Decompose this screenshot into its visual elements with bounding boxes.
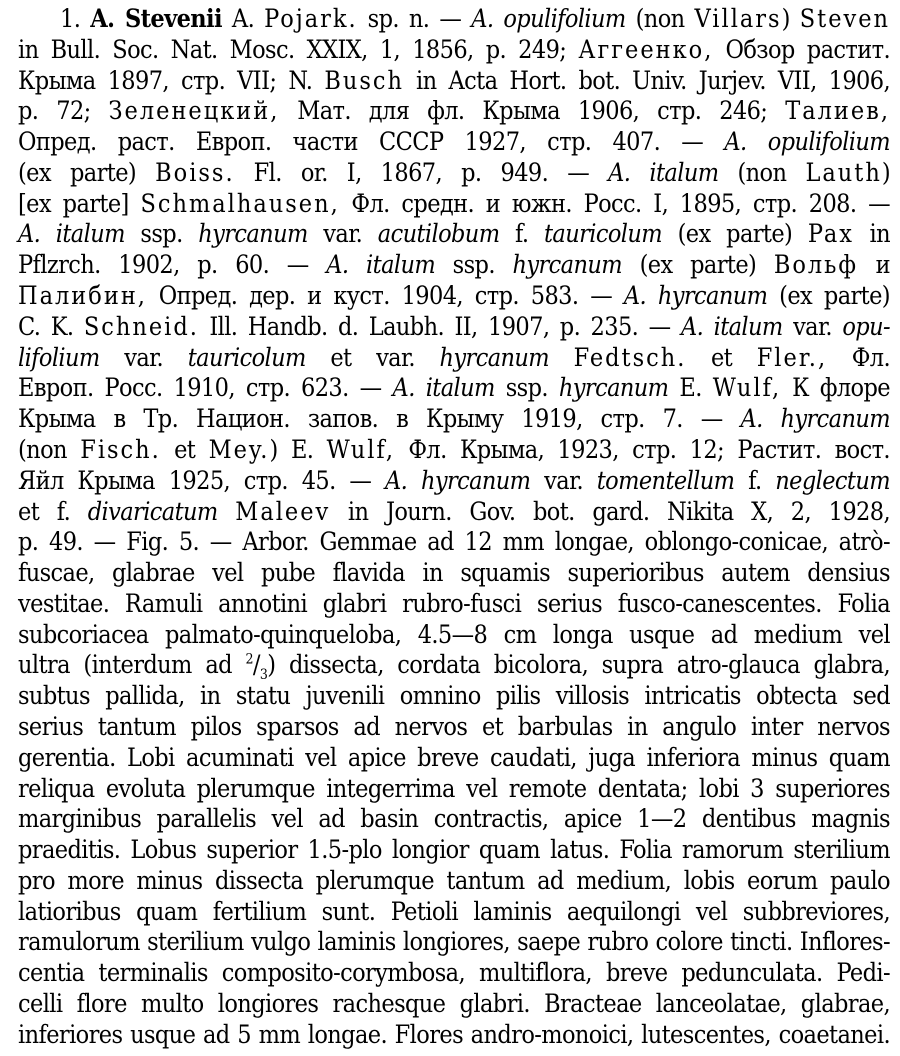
text-segment: reliqua evoluta plerumque integerrima vel remote dentata; lobi 3 superiores bbox=[18, 773, 890, 803]
text-segment: 1. bbox=[60, 4, 91, 33]
taxon-name: hyrcanum bbox=[198, 219, 308, 249]
text-segment: ) E. bbox=[269, 434, 327, 464]
author-name: Busch bbox=[324, 65, 405, 95]
author-name: Boiss. bbox=[155, 157, 235, 187]
taxon-name: divaricatum bbox=[87, 496, 218, 526]
text-line bbox=[18, 250, 890, 281]
text-segment: sp. n. — bbox=[357, 4, 472, 33]
text-segment: et var. bbox=[305, 342, 440, 372]
text-line bbox=[18, 312, 890, 343]
text-segment: in Journ. Gov. bot. gard. Nikita X, 2, 1928, bbox=[330, 496, 890, 526]
taxon-name: hyrcanum bbox=[558, 373, 669, 403]
text-segment: A. bbox=[221, 4, 265, 33]
text-line bbox=[18, 497, 890, 528]
text-segment: f. bbox=[499, 219, 544, 249]
text-line bbox=[18, 712, 890, 743]
text-line bbox=[18, 343, 890, 374]
text-segment: (non bbox=[625, 4, 695, 33]
taxon-name: hyrcanum bbox=[512, 250, 622, 280]
text-line bbox=[18, 219, 890, 250]
text-line bbox=[18, 558, 890, 589]
text-line bbox=[18, 66, 890, 97]
text-segment: ssp. bbox=[435, 250, 513, 280]
taxon-name: tomentellum bbox=[596, 465, 735, 495]
text-line bbox=[18, 1020, 890, 1051]
taxon-name: opu- bbox=[842, 311, 890, 341]
author-name: Талиев, bbox=[785, 96, 890, 126]
text-segment: (non bbox=[718, 157, 806, 187]
text-segment: E. bbox=[668, 373, 713, 403]
text-segment: 2 bbox=[245, 652, 253, 669]
text-segment: К флоре bbox=[781, 373, 890, 403]
text-segment: serius tantum pilos sparsos ad nervos et barbulas in angulo inter nervos bbox=[18, 711, 890, 741]
author-name: Вольф bbox=[773, 250, 859, 280]
text-segment: subcoriacea palmato-quinqueloba, 4.5—8 cm longa usque ad medium vel bbox=[18, 619, 890, 649]
text-segment: Европ. Росс. 1910, стр. 623. — bbox=[18, 373, 393, 403]
text-segment: (ex parte) bbox=[767, 281, 890, 311]
text-segment: latioribus quam fertilium sunt. Petioli laminis aequilongi vel subbreviores, bbox=[18, 896, 890, 926]
taxon-name: A. hyrcanum bbox=[385, 465, 531, 495]
text-segment: (ex parte) bbox=[621, 250, 774, 280]
text-segment: Обзор растит. bbox=[713, 34, 890, 64]
author-name: Палибин, bbox=[18, 281, 147, 311]
taxon-name: A. italum bbox=[392, 373, 495, 403]
text-segment: in Acta Hort. bot. Univ. Jurjev. VII, 1906, bbox=[404, 65, 890, 95]
author-name: Steven bbox=[799, 4, 890, 33]
text-segment: p. 49. — Fig. 5. — Arbor. Gemmae ad 12 mm longae, oblongo-conicae, atrò- bbox=[18, 527, 890, 557]
text-line bbox=[18, 404, 890, 435]
text-line bbox=[18, 958, 890, 989]
text-segment: Pflzrch. 1902, p. 60. — bbox=[18, 250, 327, 280]
text-line bbox=[18, 373, 890, 404]
text-line bbox=[18, 835, 890, 866]
text-segment: p. 72; bbox=[18, 96, 109, 126]
author-name: Villars bbox=[694, 4, 782, 33]
author-name: Schneid. bbox=[83, 311, 199, 341]
taxon-name: A. opulifolium bbox=[724, 127, 890, 157]
text-segment: Фл. bbox=[827, 342, 890, 372]
taxon-name: A. hyrcanum bbox=[623, 281, 768, 311]
taxon-name: A. italum bbox=[326, 250, 436, 280]
text-segment: Ill. Handb. d. Laubh. II, 1907, p. 235. — bbox=[198, 311, 681, 341]
author-name: Зеленецкий, bbox=[108, 96, 280, 126]
text-segment: pro more minus dissecta plerumque tantum ad medium, lobis eorum paulo bbox=[18, 865, 890, 895]
species-name: A. Stevenii bbox=[90, 4, 222, 33]
text-segment: et f. bbox=[18, 496, 88, 526]
text-segment: gerentia. Lobi acuminati vel apice breve caudati, juga inferiora minus quam bbox=[18, 742, 890, 772]
text-segment: Мат. для фл. Крыма 1906, стр. 246; bbox=[279, 96, 786, 126]
author-name: Fler., bbox=[756, 342, 828, 372]
text-line bbox=[18, 4, 890, 35]
author-name: Wulf, bbox=[712, 373, 782, 403]
text-segment: [ex parte] bbox=[18, 188, 141, 218]
text-segment: Fl. or. I, 1867, p. 949. — bbox=[234, 157, 609, 187]
text-segment: ssp. bbox=[124, 219, 199, 249]
author-name: Fisch. bbox=[80, 434, 161, 464]
author-name: Wulf, bbox=[326, 434, 396, 464]
text-line bbox=[18, 189, 890, 220]
text-segment: ramulorum sterilium vulgo laminis longiores, saepe rubro colore tincti. Inflores- bbox=[18, 927, 890, 957]
text-line bbox=[18, 866, 890, 897]
author-name: Maleev bbox=[235, 496, 331, 526]
text-line bbox=[18, 681, 890, 712]
text-segment: centia terminalis composito-corymbosa, multiflora, breve pedunculata. Pedi- bbox=[18, 958, 890, 988]
author-name: Fedtsch. bbox=[573, 342, 687, 372]
text-segment: var. bbox=[307, 219, 378, 249]
taxon-name: A. italum bbox=[680, 311, 783, 341]
text-segment: Яйл Крыма 1925, стр. 45. — bbox=[18, 465, 386, 495]
author-name: Lauth bbox=[805, 157, 882, 187]
text-segment: vestitae. Ramuli annotini glabri rubro-fusci serius fusco-canescentes. Folia bbox=[18, 588, 890, 618]
taxon-name: hyrcanum bbox=[439, 342, 550, 372]
text-segment: 3 bbox=[259, 667, 268, 684]
text-line bbox=[18, 774, 890, 805]
text-line bbox=[18, 466, 890, 497]
text-segment: ) bbox=[781, 4, 800, 33]
text-segment: marginibus parallelis vel ad basin contractis, apice 1—2 dentibus magnis bbox=[18, 804, 890, 834]
author-name: Аггеенко, bbox=[578, 34, 714, 64]
text-segment: (non bbox=[18, 434, 81, 464]
author-name: Pax bbox=[807, 219, 854, 249]
text-segment: ultra (interdum ad bbox=[18, 650, 246, 680]
text-segment: praeditis. Lobus superior 1.5-plo longior quam latus. Folia ramorum sterilium bbox=[18, 835, 890, 865]
text-segment: celli flore multo longiores rachesque glabri. Bracteae lanceolatae, glabrae, bbox=[18, 989, 890, 1018]
text-line bbox=[18, 96, 890, 127]
author-name: Mey. bbox=[208, 434, 270, 464]
text-line bbox=[18, 281, 890, 312]
text-segment: ) bbox=[881, 157, 890, 187]
text-line bbox=[18, 989, 890, 1020]
text-segment: C. K. bbox=[18, 311, 84, 341]
text-segment: subtus pallida, in statu juvenili omnino pilis villosis intricatis obtecta sed bbox=[18, 681, 890, 711]
text-segment: (ex parte) bbox=[18, 157, 156, 187]
text-line bbox=[18, 650, 890, 684]
text-segment: (ex parte) bbox=[662, 219, 808, 249]
text-line bbox=[18, 527, 890, 558]
text-segment: et bbox=[160, 434, 209, 464]
taxon-name: acutilobum bbox=[377, 219, 500, 249]
taxon-name: tauricolum bbox=[544, 219, 663, 249]
text-segment: ssp. bbox=[494, 373, 559, 403]
text-segment bbox=[218, 497, 236, 526]
text-line bbox=[18, 589, 890, 620]
text-segment: Крыма 1897, стр. VII; N. bbox=[18, 65, 325, 95]
taxon-name: A. italum bbox=[608, 157, 719, 187]
text-line bbox=[18, 620, 890, 651]
text-segment: Фл. средн. и южн. Росс. I, 1895, стр. 208. — bbox=[339, 188, 890, 218]
text-segment: inferiores usque ad 5 mm longae. Flores andro-monoici, lutescentes, coaetanei. bbox=[18, 1019, 890, 1049]
taxon-name: lifolium bbox=[18, 342, 100, 372]
text-line bbox=[18, 927, 890, 958]
taxon-name: neglectum bbox=[775, 465, 890, 495]
text-line bbox=[18, 35, 890, 66]
text-segment: Опред. раст. Европ. части СССР 1927, стр. 407. — bbox=[18, 127, 725, 157]
text-segment: var. bbox=[782, 311, 843, 341]
text-line bbox=[18, 897, 890, 928]
text-segment bbox=[549, 343, 574, 372]
document-page bbox=[18, 4, 890, 1051]
taxon-name: A. hyrcanum bbox=[740, 404, 890, 434]
text-segment: et bbox=[686, 342, 757, 372]
text-segment: Опред. дер. и куст. 1904, стр. 583. — bbox=[146, 281, 624, 311]
text-line bbox=[18, 435, 890, 466]
text-segment: fuscae, glabrae vel pube flavida in squamis superioribus autem densius bbox=[18, 558, 890, 588]
text-segment: ) dissecta, cordata bicolora, supra atro-glauca glabra, bbox=[267, 650, 890, 680]
text-line bbox=[18, 743, 890, 774]
text-segment: in Bull. Soc. Nat. Mosc. XXIX, 1, 1856, p. 249; bbox=[18, 34, 579, 64]
text-line bbox=[18, 158, 890, 189]
author-name: Schmalhausen, bbox=[140, 188, 340, 218]
text-line bbox=[18, 127, 890, 158]
text-segment: Фл. Крыма, 1923, стр. 12; Растит. вост. bbox=[395, 434, 890, 464]
taxon-name: tauricolum bbox=[187, 342, 306, 372]
taxon-name: A. italum bbox=[18, 219, 125, 249]
text-segment: Крыма в Тр. Национ. запов. в Крыму 1919, стр. 7. — bbox=[18, 404, 741, 434]
author-name: Pojark. bbox=[264, 4, 358, 33]
text-segment: / bbox=[252, 650, 260, 680]
text-line bbox=[18, 804, 890, 835]
text-segment: и bbox=[858, 250, 891, 280]
text-segment: f. bbox=[734, 465, 776, 495]
text-segment: var. bbox=[530, 465, 597, 495]
taxon-name: A. opulifolium bbox=[471, 4, 626, 33]
text-segment: var. bbox=[99, 342, 188, 372]
text-segment: in bbox=[853, 219, 891, 249]
